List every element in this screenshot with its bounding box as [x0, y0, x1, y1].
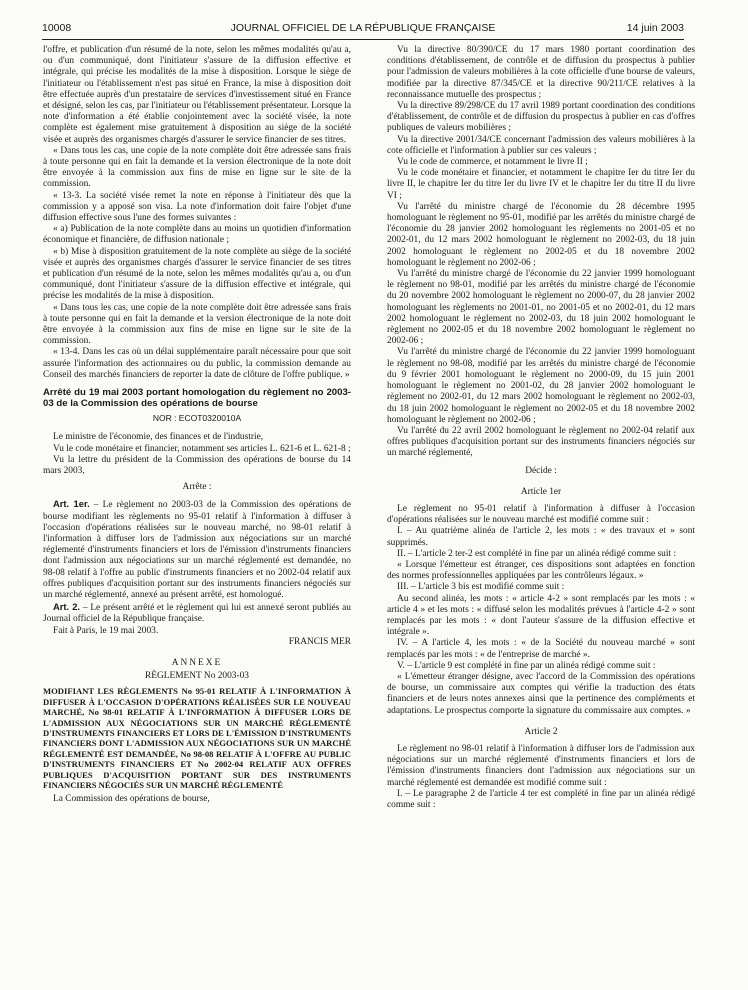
signature: FRANCIS MER	[288, 636, 351, 647]
article-1-text: – Le règlement no 2003-03 de la Commission des opérations de bourse modifiant les règlements no 95-01 relatif à l'information à diffuser à l'occasion d'opérations réalisées sur le nouveau marché, no 98-01 relatif à l'information à diffuser lors de l'admission aux négociations sur un marché réglementé d'instruments financiers et lors de l'émission d'instruments financiers dont l'admission aux négociations sur un marché réglementé est demandée, no 98-08 relatif à l'offre au public d'instruments financiers et no 2002-04 relatif aux offres publiques d'acquisition portant sur des instruments financiers négociés sur un marché réglementé, annexé au présent arrêté, est homologué.	[43, 500, 351, 600]
paragraph: « Lorsque l'émetteur est étranger, ces dispositions sont adaptées en fonction des normes professionnelles appliquées par les contrôleurs légaux. »	[387, 559, 695, 582]
visa: Vu l'arrêté du ministre chargé de l'économie du 22 janvier 1999 homologuant le règlement no 98-08, modifié par les arrêtés du ministre chargé de l'économie du 9 février 2001 homologuant le règlement no 2000-09, du 15 juin 2001 homologuant le règlement no 2001-02, du 28 janvier 2002 homologuant le règlement no 2002-01, du 12 mars 2002 homologuant le règlement no 2002-03, du 18 juin 2002 homologuant le règlement no 2002-05 et du 18 novembre 2002 homologuant le règlement no 2002-06 ;	[387, 347, 695, 425]
visa: Vu le code de commerce, et notamment le livre II ;	[397, 157, 588, 168]
decide-word: Décide :	[525, 465, 557, 476]
right-column	[387, 45, 695, 811]
visa: Vu l'arrêté du ministre chargé de l'économie du 22 janvier 1999 homologuant le règlement no 98-01, modifié par les arrêtés du ministre chargé de l'économie du 20 novembre 2002 homologuant le règlement no 2000-07, du 28 janvier 2002 homologuant les règlements no 2001-01, no 2001-05 et no 2002-01, du 12 mars 2002 homologuant le règlement no 2002-03, du 18 juin 2002 homologuant le règlement no 2002-05 et du 18 novembre 2002 homologuant le règlement no 2002-06 ;	[387, 269, 695, 347]
annexe-heading: ANNEXE	[171, 657, 223, 668]
visa: Vu le code monétaire et financier, notamment ses articles L. 621-6 et L. 621-8 ;	[53, 443, 351, 454]
article-2-label: Art. 2.	[53, 601, 81, 613]
paragraph: III. – L'article 3 bis est modifié comme suit :	[397, 582, 565, 593]
article-2-paragraph	[43, 601, 351, 625]
paragraph: Le règlement no 95-01 relatif à l'information à diffuser à l'occasion d'opérations réalisées sur le nouveau marché est modifié comme suit :	[387, 503, 695, 526]
visa: Vu le code monétaire et financier, et notamment le chapitre Ier du titre Ier du livre II, le chapitre Ier du titre Ier du livre IV et le chapitre Ier du titre II du livre VI ;	[387, 168, 695, 201]
paragraph: « 13-4. Dans les cas où un délai supplémentaire paraît nécessaire pour que soit assurée l'information des actionnaires ou du public, la commission demande au Conseil des marchés financiers de reporter la date de clôture de l'offre publique. »	[43, 347, 351, 380]
header-rule	[42, 39, 684, 40]
issue-date: 14 juin 2003	[626, 22, 684, 34]
paragraph: « a) Publication de la note complète dans au moins un quotidien d'information économique et financière, de diffusion nationale ;	[43, 224, 351, 246]
paragraph: « b) Mise à disposition gratuitement de la note complète au siège de la société visée et auprès des organismes chargés d'assurer le service financier de ses titres et publication d'un résumé de la note, selon les mêmes modalités qu'au a, ou d'un communiqué, dont l'initiateur s'assure de la diffusion effective et intégrale, qui précise les modalités de la mise à disposition.	[43, 246, 351, 302]
visa: Vu la lettre du président de la Commission des opérations de bourse du 14 mars 2003,	[43, 454, 351, 476]
visa: Vu la directive 2001/34/CE concernant l'admission des valeurs mobilières à la cote officielle et l'information à publier sur ces valeurs ;	[387, 134, 695, 156]
visa: Vu la directive 80/390/CE du 17 mars 1980 portant coordination des conditions d'établissement, de contrôle et de diffusion du prospectus à publier pour l'admission de valeurs mobilières à la cote officielle d'une bourse de valeurs, modifiée par la directive 87/345/CE et la directive 90/211/CE relatives à la reconnaissance mutuelle des prospectus ;	[387, 45, 695, 100]
nor-reference: NOR : ECOT0320010A	[152, 413, 242, 424]
arrete-word: Arrête :	[182, 482, 212, 493]
annexe-title: MODIFIANT LES RÈGLEMENTS No 95-01 RELATIF À L'INFORMATION À DIFFUSER À L'OCCASION D'OPÉRATIONS RÉALISÉES SUR LE NOUVEAU MARCHÉ, No 98-01 RELATIF À L'INFORMATION À DIFFUSER LORS DE L'ADMISSION AUX NÉGOCIATIONS SUR UN MARCHÉ RÉGLEMENTÉ D'INSTRUMENTS FINANCIERS ET LORS DE L'ÉMISSION D'INSTRUMENTS FINANCIERS DONT L'ADMISSION AUX NÉGOCIATIONS SUR UN MARCHÉ RÉGLEMENTÉ EST DEMANDÉE, No 98-08 RELATIF À L'OFFRE AU PUBLIC D'INSTRUMENTS FINANCIERS ET No 2002-04 RELATIF AUX OFFRES PUBLIQUES D'ACQUISITION PORTANT SUR DES INSTRUMENTS FINANCIERS NÉGOCIÉS SUR UN MARCHÉ RÉGLEMENTÉ	[43, 686, 351, 791]
visa: Vu l'arrêté du ministre chargé de l'économie du 28 décembre 1995 homologuant le règlement no 95-01, modifié par les arrêtés du ministre chargé de l'économie du 28 janvier 2002 homologuant les règlements no 2001-05 et no 2002-01, du 12 mars 2002 homologuant le règlement no 2002-03, du 18 juin 2002 homologuant le règlement no 2002-05 et du 18 novembre 2002 homologuant le règlement no 2002-06 ;	[387, 201, 695, 268]
visa: Vu la directive 89/298/CE du 17 avril 1989 portant coordination des conditions d'établissement, de contrôle et de diffusion du prospectus à publier en cas d'offres publiques de valeurs mobilières ;	[387, 101, 695, 134]
paragraph: « Dans tous les cas, une copie de la note complète doit être adressée sans frais à toute personne qui en fait la demande et la version électronique de la note doit être envoyée à la commission aux fins de mise en ligne sur le site de la commission.	[43, 145, 351, 190]
paragraph: I. – Au quatrième alinéa de l'article 2, les mots : « des travaux et » sont supprimés.	[387, 526, 695, 548]
article-2-text: – Le présent arrêté et le règlement qui lui est annexé seront publiés au Journal officiel de la République française.	[43, 603, 351, 625]
paragraph: « Dans tous les cas, une copie de la note complète doit être adressée sans frais à toute personne qui en fait la demande et la version électronique de la note doit être envoyée à la commission aux fins de mise en ligne sur le site de la commission.	[43, 302, 351, 347]
paragraph: II. – L'article 2 ter-2 est complété in fine par un alinéa rédigé comme suit :	[397, 548, 676, 559]
paragraph: La Commission des opérations de bourse,	[53, 794, 210, 805]
paragraph: V. – L'article 9 est complété in fine par un alinéa rédigé comme suit :	[397, 660, 656, 671]
visa: Vu l'arrêté du 22 avril 2002 homologuant le règlement no 2002-04 relatif aux offres publiques d'acquisition portant sur des instruments financiers négociés sur un marché réglementé,	[387, 425, 695, 459]
paragraph: Le règlement no 98-01 relatif à l'information à diffuser lors de l'admission aux négociations sur un marché réglementé d'instruments financiers et lors de l'émission d'instruments financiers dont l'admission aux négociations sur un marché réglementé est demandée est modifié comme suit :	[387, 743, 695, 788]
visa: Le ministre de l'économie, des finances et de l'industrie,	[53, 432, 264, 443]
paragraph: l'offre, et publication d'un résumé de la note, selon les mêmes modalités qu'au a, ou d'un communiqué, dont l'initiateur s'assure de la diffusion effective et intégrale, qui précise les modalités de la mise à disposition. Lorsque le siège de l'initiateur ou l'établissement n'est pas situé en France, la mise à disposition doit être effectuée auprès d'un prestataire de services d'investissement situé en France et désigné, selon les cas, par l'initiateur ou l'établissement présentateur. Lorsque la note d'information a été établie conjointement avec la société visée, la note complète est également mise gratuitement à disposition au siège de la société visée et auprès des organismes chargés d'assurer le service financier de ses titres.	[43, 45, 351, 145]
article-1-heading: Article 1er	[520, 486, 562, 497]
page-header	[42, 22, 684, 38]
paragraph: « L'émetteur étranger désigne, avec l'accord de la Commission des opérations de bourse, un commissaire aux comptes qui vérifie la traduction des états financiers et de leurs notes annexes ainsi que la pertinence des compléments et adaptations. Le prospectus comporte la signature du commissaire aux comptes. »	[387, 671, 695, 716]
journal-title: JOURNAL OFFICIEL DE LA RÉPUBLIQUE FRANÇAISE	[230, 22, 496, 34]
paragraph: « 13-3. La société visée remet la note en réponse à l'initiateur dès que la commission y a apposé son visa. La note d'information doit faire l'objet d'une diffusion effective sous l'une des formes suivantes :	[43, 190, 351, 224]
article-1-paragraph	[43, 498, 351, 601]
done-at: Fait à Paris, le 19 mai 2003.	[53, 625, 159, 636]
paragraph: I. – Le paragraphe 2 de l'article 4 ter est complété in fine par un alinéa rédigé comme suit :	[387, 788, 695, 810]
article-1-label: Art. 1er.	[53, 498, 90, 510]
paragraph: IV. – A l'article 4, les mots : « de la Société du nouveau marché » sont remplacés par les mots : « de l'entreprise de marché ».	[387, 638, 695, 660]
paragraph: Au second alinéa, les mots : « article 4-2 » sont remplacés par les mots : « article 4 » et les mots : « diffusé selon les modalités prévues à l'article 4-2 » sont remplacés par les mots : « dont l'auteur s'assure de la diffusion effective et intégrale ».	[387, 593, 695, 638]
reglement-number: RÈGLEMENT No 2003-03	[145, 671, 249, 682]
arrete-title: Arrêté du 19 mai 2003 portant homologation du règlement no 2003-03 de la Commission des opérations de bourse	[43, 387, 351, 410]
page-number: 10008	[42, 22, 72, 34]
left-column	[43, 45, 351, 806]
article-2-heading: Article 2	[524, 726, 558, 737]
